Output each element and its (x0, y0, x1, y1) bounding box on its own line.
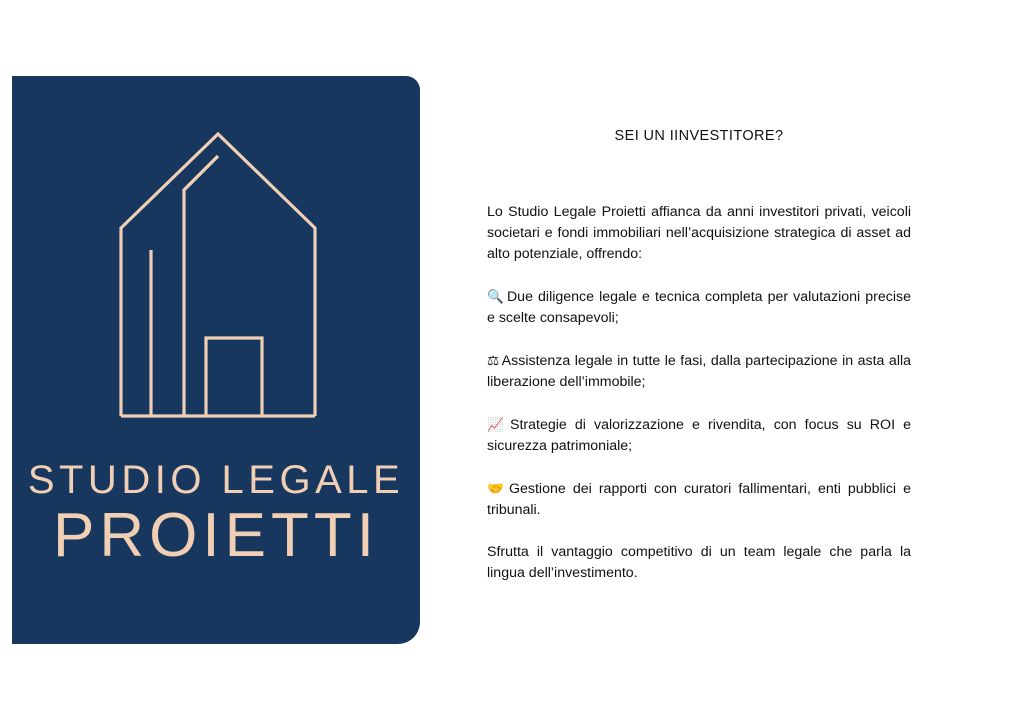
scales-of-justice-icon: ⚖ (487, 353, 500, 368)
list-item (487, 350, 911, 393)
page-title: SEI UN IINVESTITORE? (614, 128, 784, 144)
chart-increasing-icon: 📈 (487, 417, 508, 432)
logo-line-studio-legale: STUDIO LEGALE (27, 458, 405, 502)
logo-line-proietti: PROIETTI (53, 501, 379, 570)
list-item-text: Strategie di valorizzazione e rivendita, con focus su ROI e sicurezza patrimoniale; (487, 417, 912, 454)
intro-paragraph: Lo Studio Legale Proietti affianca da anni investitori privati, veicoli societari e fondi immobiliari nell’acquisizione strategica di asset ad alto potenziale, offrendo: (487, 204, 911, 262)
brand-logo-panel (12, 76, 420, 644)
list-item-text: Assistenza legale in tutte le fasi, dalla partecipazione in asta alla liberazione dell’immobile; (487, 353, 912, 390)
content-column (487, 128, 911, 584)
closing-paragraph: Sfrutta il vantaggio competitivo di un team legale che parla la lingua dell’investimento. (487, 544, 911, 581)
list-item-text: Gestione dei rapporti con curatori fallimentari, enti pubblici e tribunali. (487, 481, 912, 518)
list-item (487, 478, 911, 521)
list-item (487, 286, 911, 329)
list-item-text: Due diligence legale e tecnica completa per valutazioni precise e scelte consapevoli; (487, 289, 911, 326)
magnifier-icon: 🔍 (487, 289, 505, 304)
house-outline-mark (66, 98, 366, 453)
list-item (487, 414, 911, 457)
handshake-icon: 🤝 (487, 481, 507, 496)
